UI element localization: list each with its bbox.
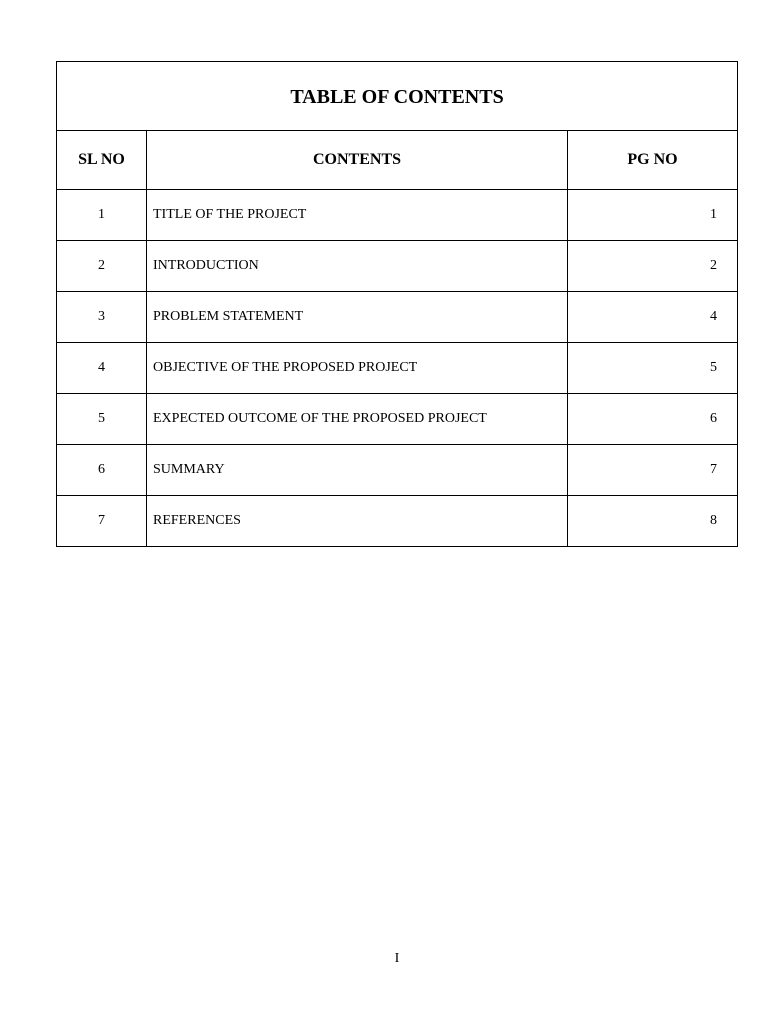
row-sl-no: 7 [57,496,147,547]
table-of-contents [56,61,738,547]
row-page-number: 6 [568,394,738,445]
row-page-number: 2 [568,241,738,292]
row-title: INTRODUCTION [147,241,568,292]
row-sl-no: 2 [57,241,147,292]
row-page-number: 1 [568,190,738,241]
page-number: I [394,951,400,966]
table-row [57,394,738,445]
table-row [57,190,738,241]
table-row [57,292,738,343]
header-pg-no: PG NO [568,131,738,190]
row-title: REFERENCES [147,496,568,547]
toc-title-row [57,62,738,131]
row-sl-no: 1 [57,190,147,241]
row-page-number: 5 [568,343,738,394]
table-row [57,241,738,292]
row-sl-no: 6 [57,445,147,496]
row-title: PROBLEM STATEMENT [147,292,568,343]
row-page-number: 7 [568,445,738,496]
row-page-number: 8 [568,496,738,547]
row-title: TITLE OF THE PROJECT [147,190,568,241]
header-contents: CONTENTS [147,131,568,190]
row-sl-no: 3 [57,292,147,343]
row-title: SUMMARY [147,445,568,496]
table-row [57,445,738,496]
row-sl-no: 5 [57,394,147,445]
toc-title: TABLE OF CONTENTS [57,62,738,131]
table-row [57,496,738,547]
header-sl-no: SL NO [57,131,147,190]
row-sl-no: 4 [57,343,147,394]
row-page-number: 4 [568,292,738,343]
table-row [57,343,738,394]
toc-header-row [57,131,738,190]
row-title: OBJECTIVE OF THE PROPOSED PROJECT [147,343,568,394]
row-title: EXPECTED OUTCOME OF THE PROPOSED PROJECT [147,394,568,445]
